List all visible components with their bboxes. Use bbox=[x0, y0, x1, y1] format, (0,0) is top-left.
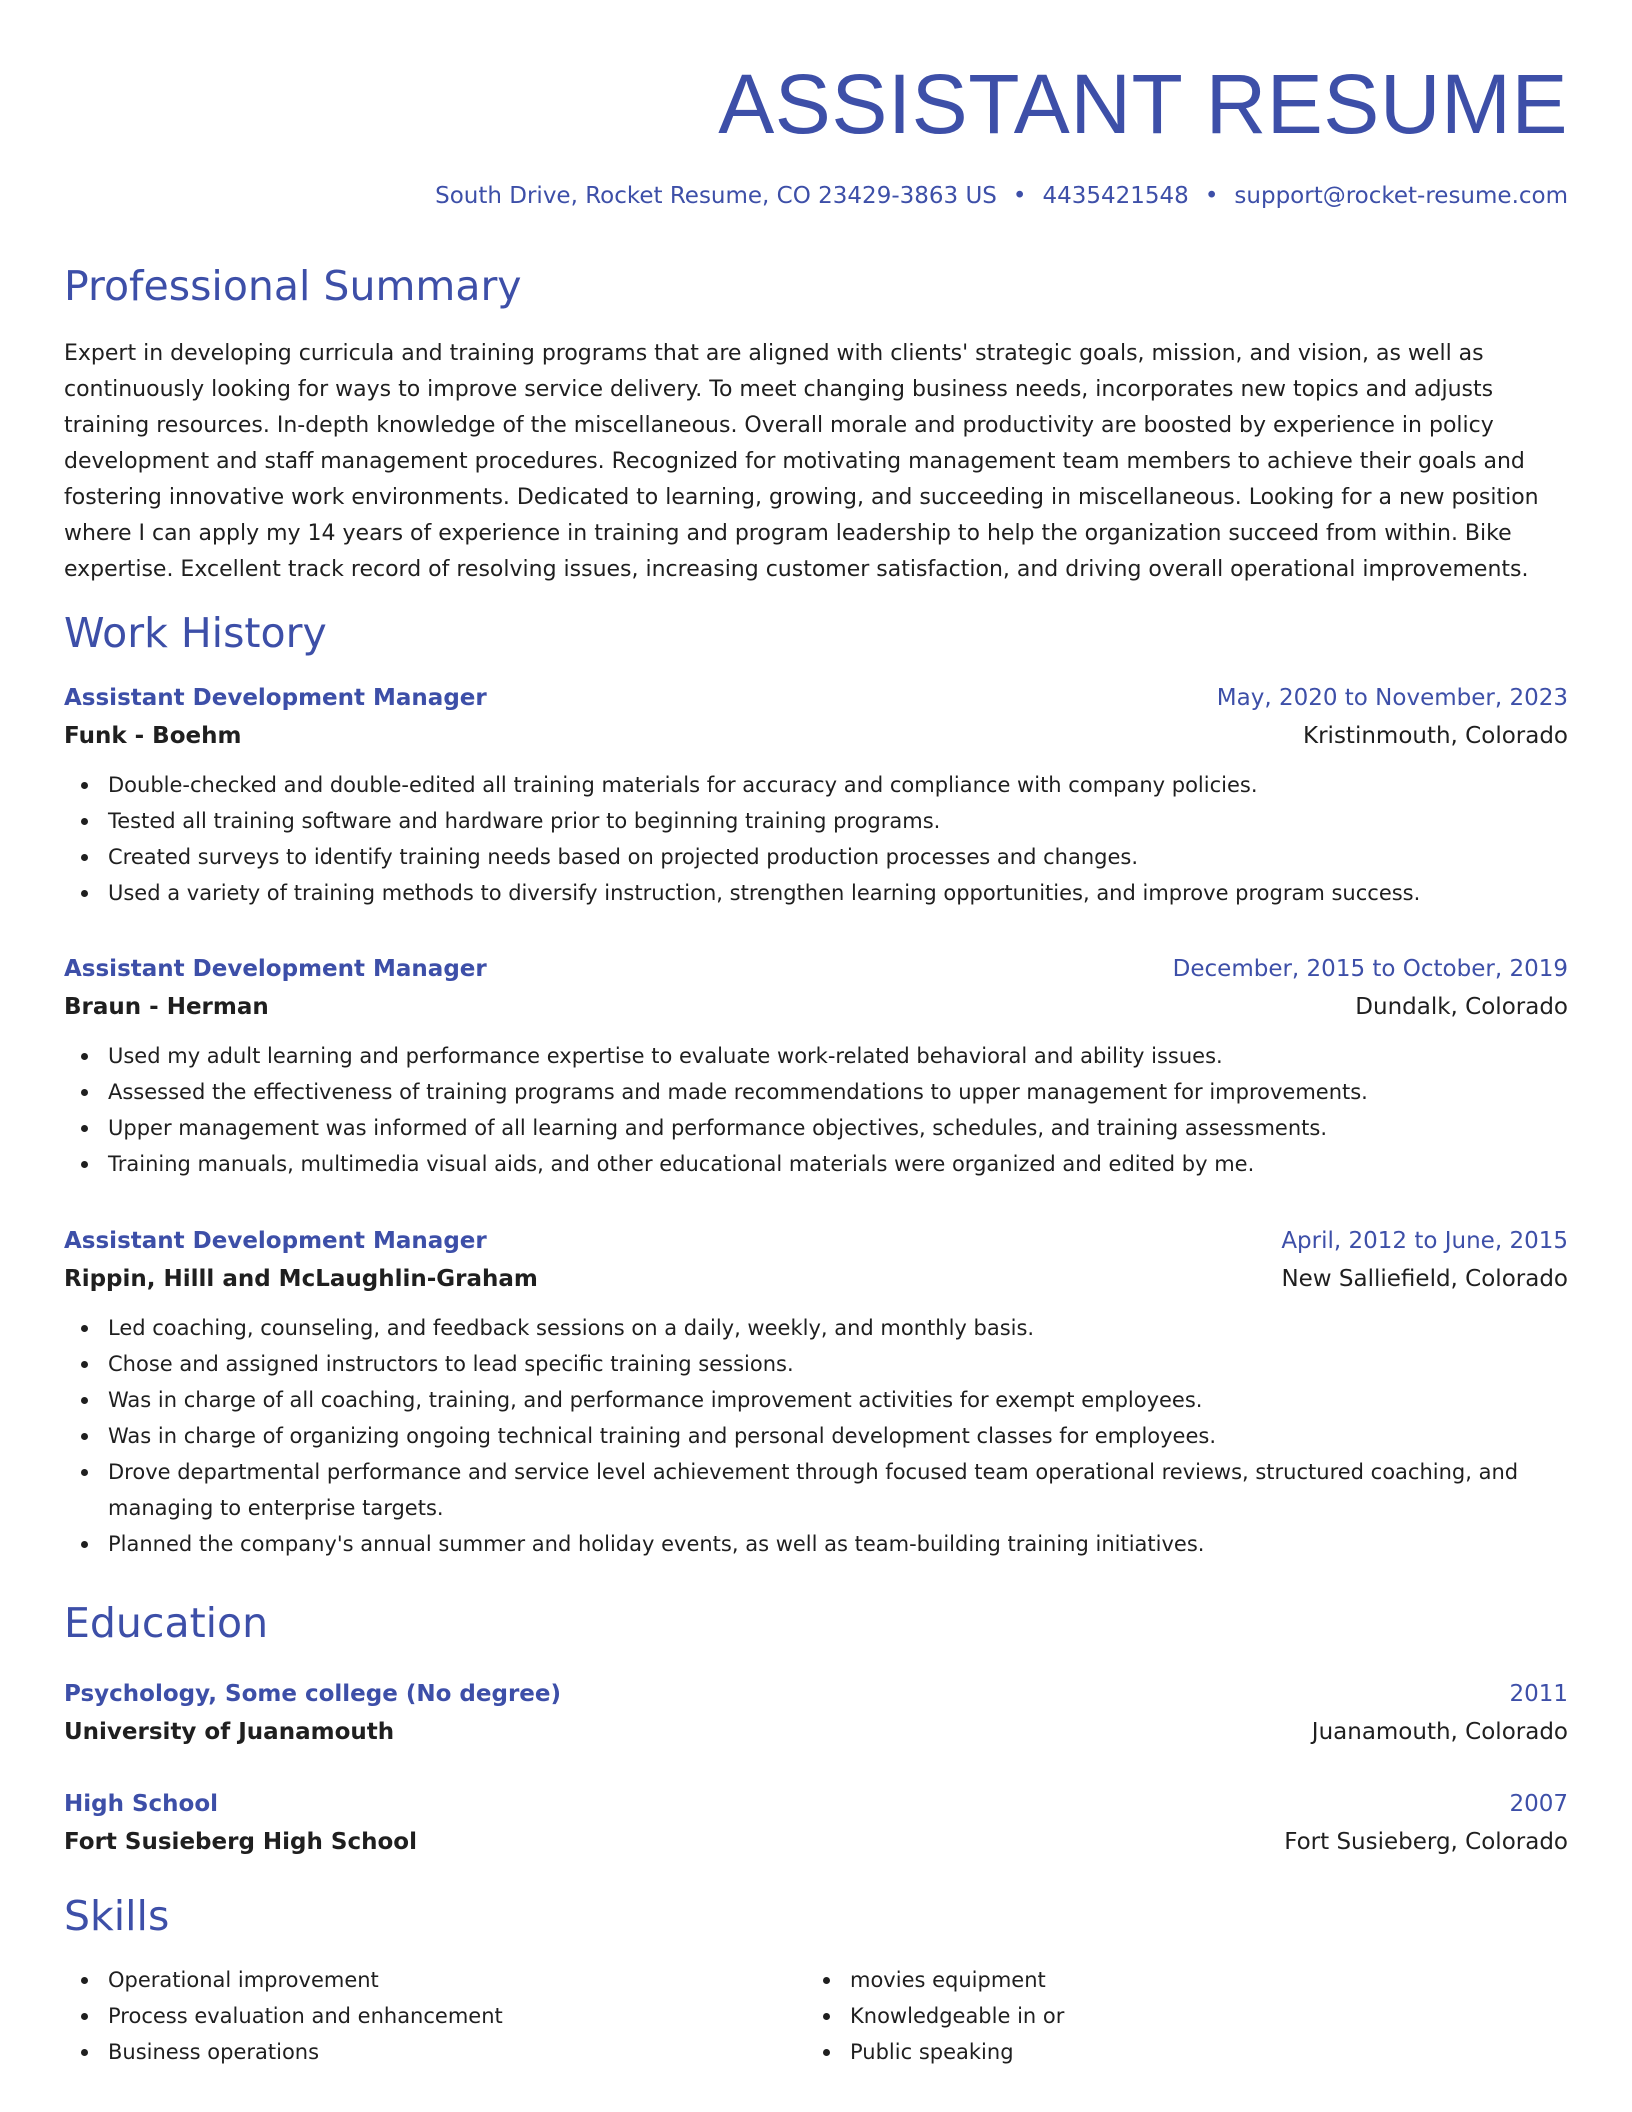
education-year: 2011 bbox=[1509, 1681, 1568, 1707]
job-subheader bbox=[64, 988, 1568, 1026]
job-bullet: Used my adult learning and performance expertise to evaluate work-related behavioral and ability issues. bbox=[64, 1038, 1568, 1074]
skill-item: Operational improvement bbox=[64, 1962, 764, 1998]
job-role: Assistant Development Manager bbox=[64, 1228, 487, 1254]
contact-separator: • bbox=[1012, 183, 1027, 209]
job-company: Braun - Herman bbox=[64, 994, 269, 1020]
summary-heading: Professional Summary bbox=[64, 262, 522, 310]
education-school: Fort Susieberg High School bbox=[64, 1829, 417, 1855]
job-location: Kristinmouth, Colorado bbox=[1303, 723, 1568, 749]
job-bullets bbox=[64, 1038, 1568, 1182]
contact-phone: 4435421548 bbox=[1042, 183, 1189, 209]
job-entry bbox=[64, 1222, 1568, 1562]
job-company: Rippin, Hilll and McLaughlin-Graham bbox=[64, 1266, 538, 1292]
job-bullet: Training manuals, multimedia visual aids, and other educational materials were organized and edited by me. bbox=[64, 1146, 1568, 1182]
job-bullets bbox=[64, 767, 1568, 911]
job-bullet: Upper management was informed of all learning and performance objectives, schedules, and training assessments. bbox=[64, 1110, 1568, 1146]
job-bullet: Chose and assigned instructors to lead specific training sessions. bbox=[64, 1346, 1568, 1382]
job-entry bbox=[64, 950, 1568, 1182]
education-school: University of Juanamouth bbox=[64, 1719, 395, 1745]
job-bullet: Was in charge of all coaching, training, and performance improvement activities for exempt employees. bbox=[64, 1382, 1568, 1418]
job-bullet: Double-checked and double-edited all training materials for accuracy and compliance with company policies. bbox=[64, 767, 1568, 803]
contact-email: support@rocket-resume.com bbox=[1234, 183, 1568, 209]
job-header bbox=[64, 950, 1568, 988]
job-dates: May, 2020 to November, 2023 bbox=[1216, 685, 1568, 711]
job-dates: December, 2015 to October, 2019 bbox=[1172, 956, 1568, 982]
skills-column-right bbox=[806, 1962, 1506, 2070]
skill-item: Process evaluation and enhancement bbox=[64, 1998, 764, 2034]
job-company: Funk - Boehm bbox=[64, 723, 242, 749]
skill-item: Public speaking bbox=[806, 2034, 1506, 2070]
job-bullet: Drove departmental performance and service level achievement through focused team operational reviews, structured coaching, and managing to enterprise targets. bbox=[64, 1454, 1568, 1526]
job-header bbox=[64, 1222, 1568, 1260]
job-entry bbox=[64, 679, 1568, 911]
work-history-heading: Work History bbox=[64, 609, 327, 657]
job-bullet: Was in charge of organizing ongoing technical training and personal development classes for employees. bbox=[64, 1418, 1568, 1454]
job-bullet: Created surveys to identify training needs based on projected production processes and changes. bbox=[64, 839, 1568, 875]
education-degree: Psychology, Some college (No degree) bbox=[64, 1681, 562, 1707]
skill-item: Knowledgeable in or bbox=[806, 1998, 1506, 2034]
education-heading: Education bbox=[64, 1599, 269, 1647]
job-header bbox=[64, 679, 1568, 717]
skills-bullets bbox=[806, 1962, 1506, 2070]
job-bullet: Assessed the effectiveness of training programs and made recommendations to upper management for improvements. bbox=[64, 1074, 1568, 1110]
education-entry bbox=[64, 1785, 1568, 1861]
skill-item: movies equipment bbox=[806, 1962, 1506, 1998]
job-bullet: Planned the company's annual summer and holiday events, as well as team-building training initiatives. bbox=[64, 1526, 1568, 1562]
education-subheader bbox=[64, 1823, 1568, 1861]
skills-bullets bbox=[64, 1962, 764, 2070]
contact-separator: • bbox=[1204, 183, 1219, 209]
job-bullet: Used a variety of training methods to diversify instruction, strengthen learning opportunities, and improve program success. bbox=[64, 875, 1568, 911]
contact-line bbox=[435, 180, 1568, 212]
education-subheader bbox=[64, 1713, 1568, 1751]
job-location: Dundalk, Colorado bbox=[1355, 994, 1568, 1020]
skill-item: Business operations bbox=[64, 2034, 764, 2070]
contact-address: South Drive, Rocket Resume, CO 23429-3863 US bbox=[435, 183, 997, 209]
job-bullet: Led coaching, counseling, and feedback sessions on a daily, weekly, and monthly basis. bbox=[64, 1310, 1568, 1346]
education-degree: High School bbox=[64, 1791, 219, 1817]
skills-heading: Skills bbox=[64, 1892, 170, 1940]
education-entry bbox=[64, 1675, 1568, 1751]
summary-text: Expert in developing curricula and training programs that are aligned with clients' strategic goals, mission, and vision, as well as continuously looking for ways to improve service delivery. To meet changing business needs, incorporates new topics and adjusts training resources. In-depth knowledge of the miscellaneous. Overall morale and productivity are boosted by experience in policy development and staff management procedures. Recognized for motivating management team members to achieve their goals and fostering innovative work environments. Dedicated to learning, growing, and succeeding in miscellaneous. Looking for a new position where I can apply my 14 years of experience in training and program leadership to help the organization succeed from within. Bike expertise. Excellent track record of resolving issues, increasing customer satisfaction, and driving overall operational improvements. bbox=[64, 341, 1539, 582]
job-bullet: Tested all training software and hardware prior to beginning training programs. bbox=[64, 803, 1568, 839]
education-header bbox=[64, 1785, 1568, 1823]
education-location: Fort Susieberg, Colorado bbox=[1284, 1829, 1568, 1855]
education-location: Juanamouth, Colorado bbox=[1311, 1719, 1568, 1745]
skills-column-left bbox=[64, 1962, 764, 2070]
job-dates: April, 2012 to June, 2015 bbox=[1281, 1228, 1568, 1254]
job-location: New Salliefield, Colorado bbox=[1281, 1266, 1568, 1292]
job-bullets bbox=[64, 1310, 1568, 1562]
resume-title: ASSISTANT RESUME bbox=[718, 57, 1568, 151]
education-header bbox=[64, 1675, 1568, 1713]
job-role: Assistant Development Manager bbox=[64, 685, 487, 711]
job-subheader bbox=[64, 717, 1568, 755]
education-year: 2007 bbox=[1509, 1791, 1568, 1817]
job-role: Assistant Development Manager bbox=[64, 956, 487, 982]
job-subheader bbox=[64, 1260, 1568, 1298]
